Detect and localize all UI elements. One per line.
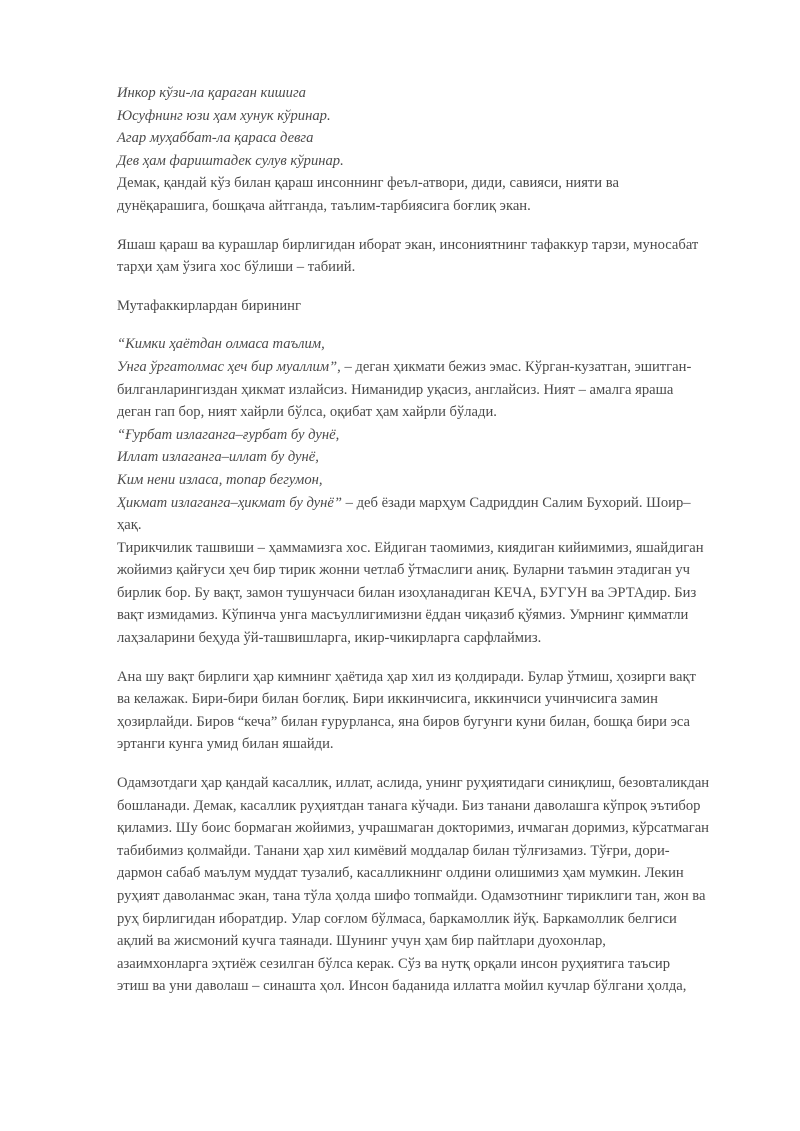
text-line bbox=[117, 930, 720, 953]
document-body bbox=[117, 82, 720, 998]
text-line bbox=[117, 150, 720, 173]
body-text: ва келажак. Бири-бири билан боғлиқ. Бири иккинчисига, иккинчиси учинчисига замин bbox=[117, 691, 658, 708]
text-line bbox=[117, 514, 720, 537]
text-line bbox=[117, 82, 720, 105]
italic-text: Ҳикмат излаганга–ҳикмат бу дунё” bbox=[117, 494, 342, 511]
text-line bbox=[117, 885, 720, 908]
paragraph-gap bbox=[117, 756, 720, 772]
italic-text: Унга ўргатолмас ҳеч бир муаллим” bbox=[117, 358, 338, 375]
text-line bbox=[117, 256, 720, 279]
text-line bbox=[117, 666, 720, 689]
body-text: Яшаш қараш ва курашлар бирлигидан иборат экан, инсониятнинг тафаккур тарзи, муносабат bbox=[117, 236, 699, 253]
text-line bbox=[117, 537, 720, 560]
body-text: дунёқарашига, бошқача айтганда, таълим-тарбиясига боғлиқ экан. bbox=[117, 197, 531, 214]
text-line bbox=[117, 105, 720, 128]
text-line bbox=[117, 604, 720, 627]
text-line bbox=[117, 492, 720, 515]
body-text: эртанги кунга умид билан яшайди. bbox=[117, 736, 334, 753]
italic-text: Иллат излаганга–иллат бу дунё, bbox=[117, 449, 319, 466]
section-para-thinker bbox=[117, 295, 720, 318]
text-line bbox=[117, 559, 720, 582]
text-line bbox=[117, 975, 720, 998]
paragraph-gap bbox=[117, 218, 720, 234]
text-line bbox=[117, 772, 720, 795]
body-text: ақлий ва жисмоний кучга таянади. Шунинг учун ҳам бир пайтлари дуохонлар, bbox=[117, 933, 606, 950]
section-poem1 bbox=[117, 82, 720, 218]
text-line bbox=[117, 862, 720, 885]
body-text: руҳият даволанмас экан, тана тўла ҳолда шифо топмайди. Одамзотнинг тириклиги тан, жон ва bbox=[117, 888, 706, 904]
body-text: жойимиз қайғуси ҳеч бир тирик жонни четлаб ўтмаслиги аниқ. Буларни таъмин этадиган уч bbox=[117, 562, 691, 579]
body-text: азаимхонларга эҳтиёж сезилган бўлса керак. Сўз ва нутқ орқали инсон руҳиятига таъсир bbox=[117, 955, 671, 972]
body-text: деган гап бор, ният хайрли бўлса, оқибат ҳам хайрли бўлади. bbox=[117, 404, 497, 421]
text-line bbox=[117, 401, 720, 424]
text-line bbox=[117, 795, 720, 818]
body-text: вақт измидамиз. Кўпинча унга масъуллигимизни ёддан чиқазиб қўямиз. Умрнинг қимматли bbox=[117, 607, 689, 624]
body-text: – деб ёзади марҳум Садриддин Салим Бухорий. Шоир– bbox=[342, 494, 691, 511]
body-text: Ана шу вақт бирлиги ҳар кимнинг ҳаётида ҳар хил из қолдиради. Булар ўтмиш, ҳозирги вақт bbox=[117, 668, 696, 685]
italic-text: “Кимки ҳаётдан олмаса таълим, bbox=[117, 336, 325, 353]
body-text: бирлик бор. Бу вақт, замон тушунчаси билан изоҳланадиган КЕЧА, БУГУН ва ЭРТАдир. Биз bbox=[117, 584, 697, 601]
italic-text: Агар муҳаббат-ла қараса девга bbox=[117, 130, 314, 147]
italic-text: Ким нени изласа, топар бегумон, bbox=[117, 471, 323, 488]
text-line bbox=[117, 172, 720, 195]
body-text: бошланади. Демак, касаллик руҳиятдан танага кўчади. Биз танани даволашга кўпроқ эътибор bbox=[117, 797, 701, 814]
text-line bbox=[117, 469, 720, 492]
italic-text: Инкор кўзи-ла қараган кишига bbox=[117, 85, 306, 101]
body-text: , – деган ҳикмати бежиз эмас. Кўрган-кузатган, эшитган- bbox=[337, 358, 692, 375]
text-line bbox=[117, 817, 720, 840]
body-text: Демак, қандай кўз билан қараш инсоннинг феъл-атвори, диди, савияси, нияти ва bbox=[117, 175, 619, 192]
text-line bbox=[117, 840, 720, 863]
body-text: Тирикчилик ташвиши – ҳаммамизга хос. Ейдиган таомимиз, киядиган кийимимиз, яшайдиган bbox=[117, 539, 704, 556]
text-line bbox=[117, 582, 720, 605]
text-line bbox=[117, 733, 720, 756]
italic-text: Юсуфнинг юзи ҳам хунук кўринар. bbox=[117, 107, 331, 124]
text-line bbox=[117, 379, 720, 402]
section-para-health bbox=[117, 772, 720, 998]
body-text: руҳ бирлигидан иборатдир. Улар соғлом бўлмаса, баркамоллик йўқ. Баркамоллик белгиси bbox=[117, 910, 677, 927]
body-text: дармон сабаб маълум муддат тузалиб, касалликнинг олдини олишимиз ҳам мумкин. Лекин bbox=[117, 865, 684, 882]
section-para-time bbox=[117, 666, 720, 756]
body-text: ҳозирлайди. Биров “кеча” билан ғурурланса, яна биров бугунги куни билан, бошқа бири эса bbox=[117, 713, 691, 730]
body-text: табибимиз қолмайди. Танани ҳар хил кимёвий моддалар билан тўлғизамиз. Тўғри, дори- bbox=[117, 842, 670, 859]
text-line bbox=[117, 711, 720, 734]
text-line bbox=[117, 333, 720, 356]
text-line bbox=[117, 446, 720, 469]
italic-text: Дев ҳам фариштадек сулув кўринар. bbox=[117, 152, 344, 169]
text-line bbox=[117, 295, 720, 318]
paragraph-gap bbox=[117, 279, 720, 295]
text-line bbox=[117, 356, 720, 379]
text-line bbox=[117, 127, 720, 150]
text-line bbox=[117, 688, 720, 711]
text-line bbox=[117, 627, 720, 650]
body-text: этиш ва уни даволаш – синашта ҳол. Инсон баданида иллатга мойил кучлар бўлгани ҳолда, bbox=[117, 978, 687, 995]
body-text: ҳақ. bbox=[117, 517, 142, 534]
paragraph-gap bbox=[117, 650, 720, 666]
paragraph-gap bbox=[117, 317, 720, 333]
text-line bbox=[117, 908, 720, 931]
text-line bbox=[117, 195, 720, 218]
italic-text: “Ғурбат излаганга–ғурбат бу дунё, bbox=[117, 426, 340, 443]
text-line bbox=[117, 424, 720, 447]
body-text: билганларингиздан ҳикмат излайсиз. Ниманидир уқасиз, англайсиз. Ният – амалга ярашa bbox=[117, 381, 674, 398]
body-text: лаҳзаларини беҳуда ўй-ташвишларга, икир-чикирларга сарфлаймиз. bbox=[117, 630, 542, 647]
text-line bbox=[117, 953, 720, 976]
body-text: Одамзотдаги ҳар қандай касаллик, иллат, аслида, унинг руҳиятидаги синиқлиш, безовталикдан bbox=[117, 775, 710, 792]
text-line bbox=[117, 234, 720, 257]
section-para-life bbox=[117, 234, 720, 279]
body-text: тарҳи ҳам ўзига хос бўлиши – табиий. bbox=[117, 259, 356, 276]
body-text: Мутафаккирлардан бирининг bbox=[117, 297, 301, 314]
body-text: қиламиз. Шу боис бормаган жойимиз, учрашмаган докторимиз, ичмаган доримиз, кўрсатмаган bbox=[117, 820, 709, 837]
section-quote-block bbox=[117, 333, 720, 649]
